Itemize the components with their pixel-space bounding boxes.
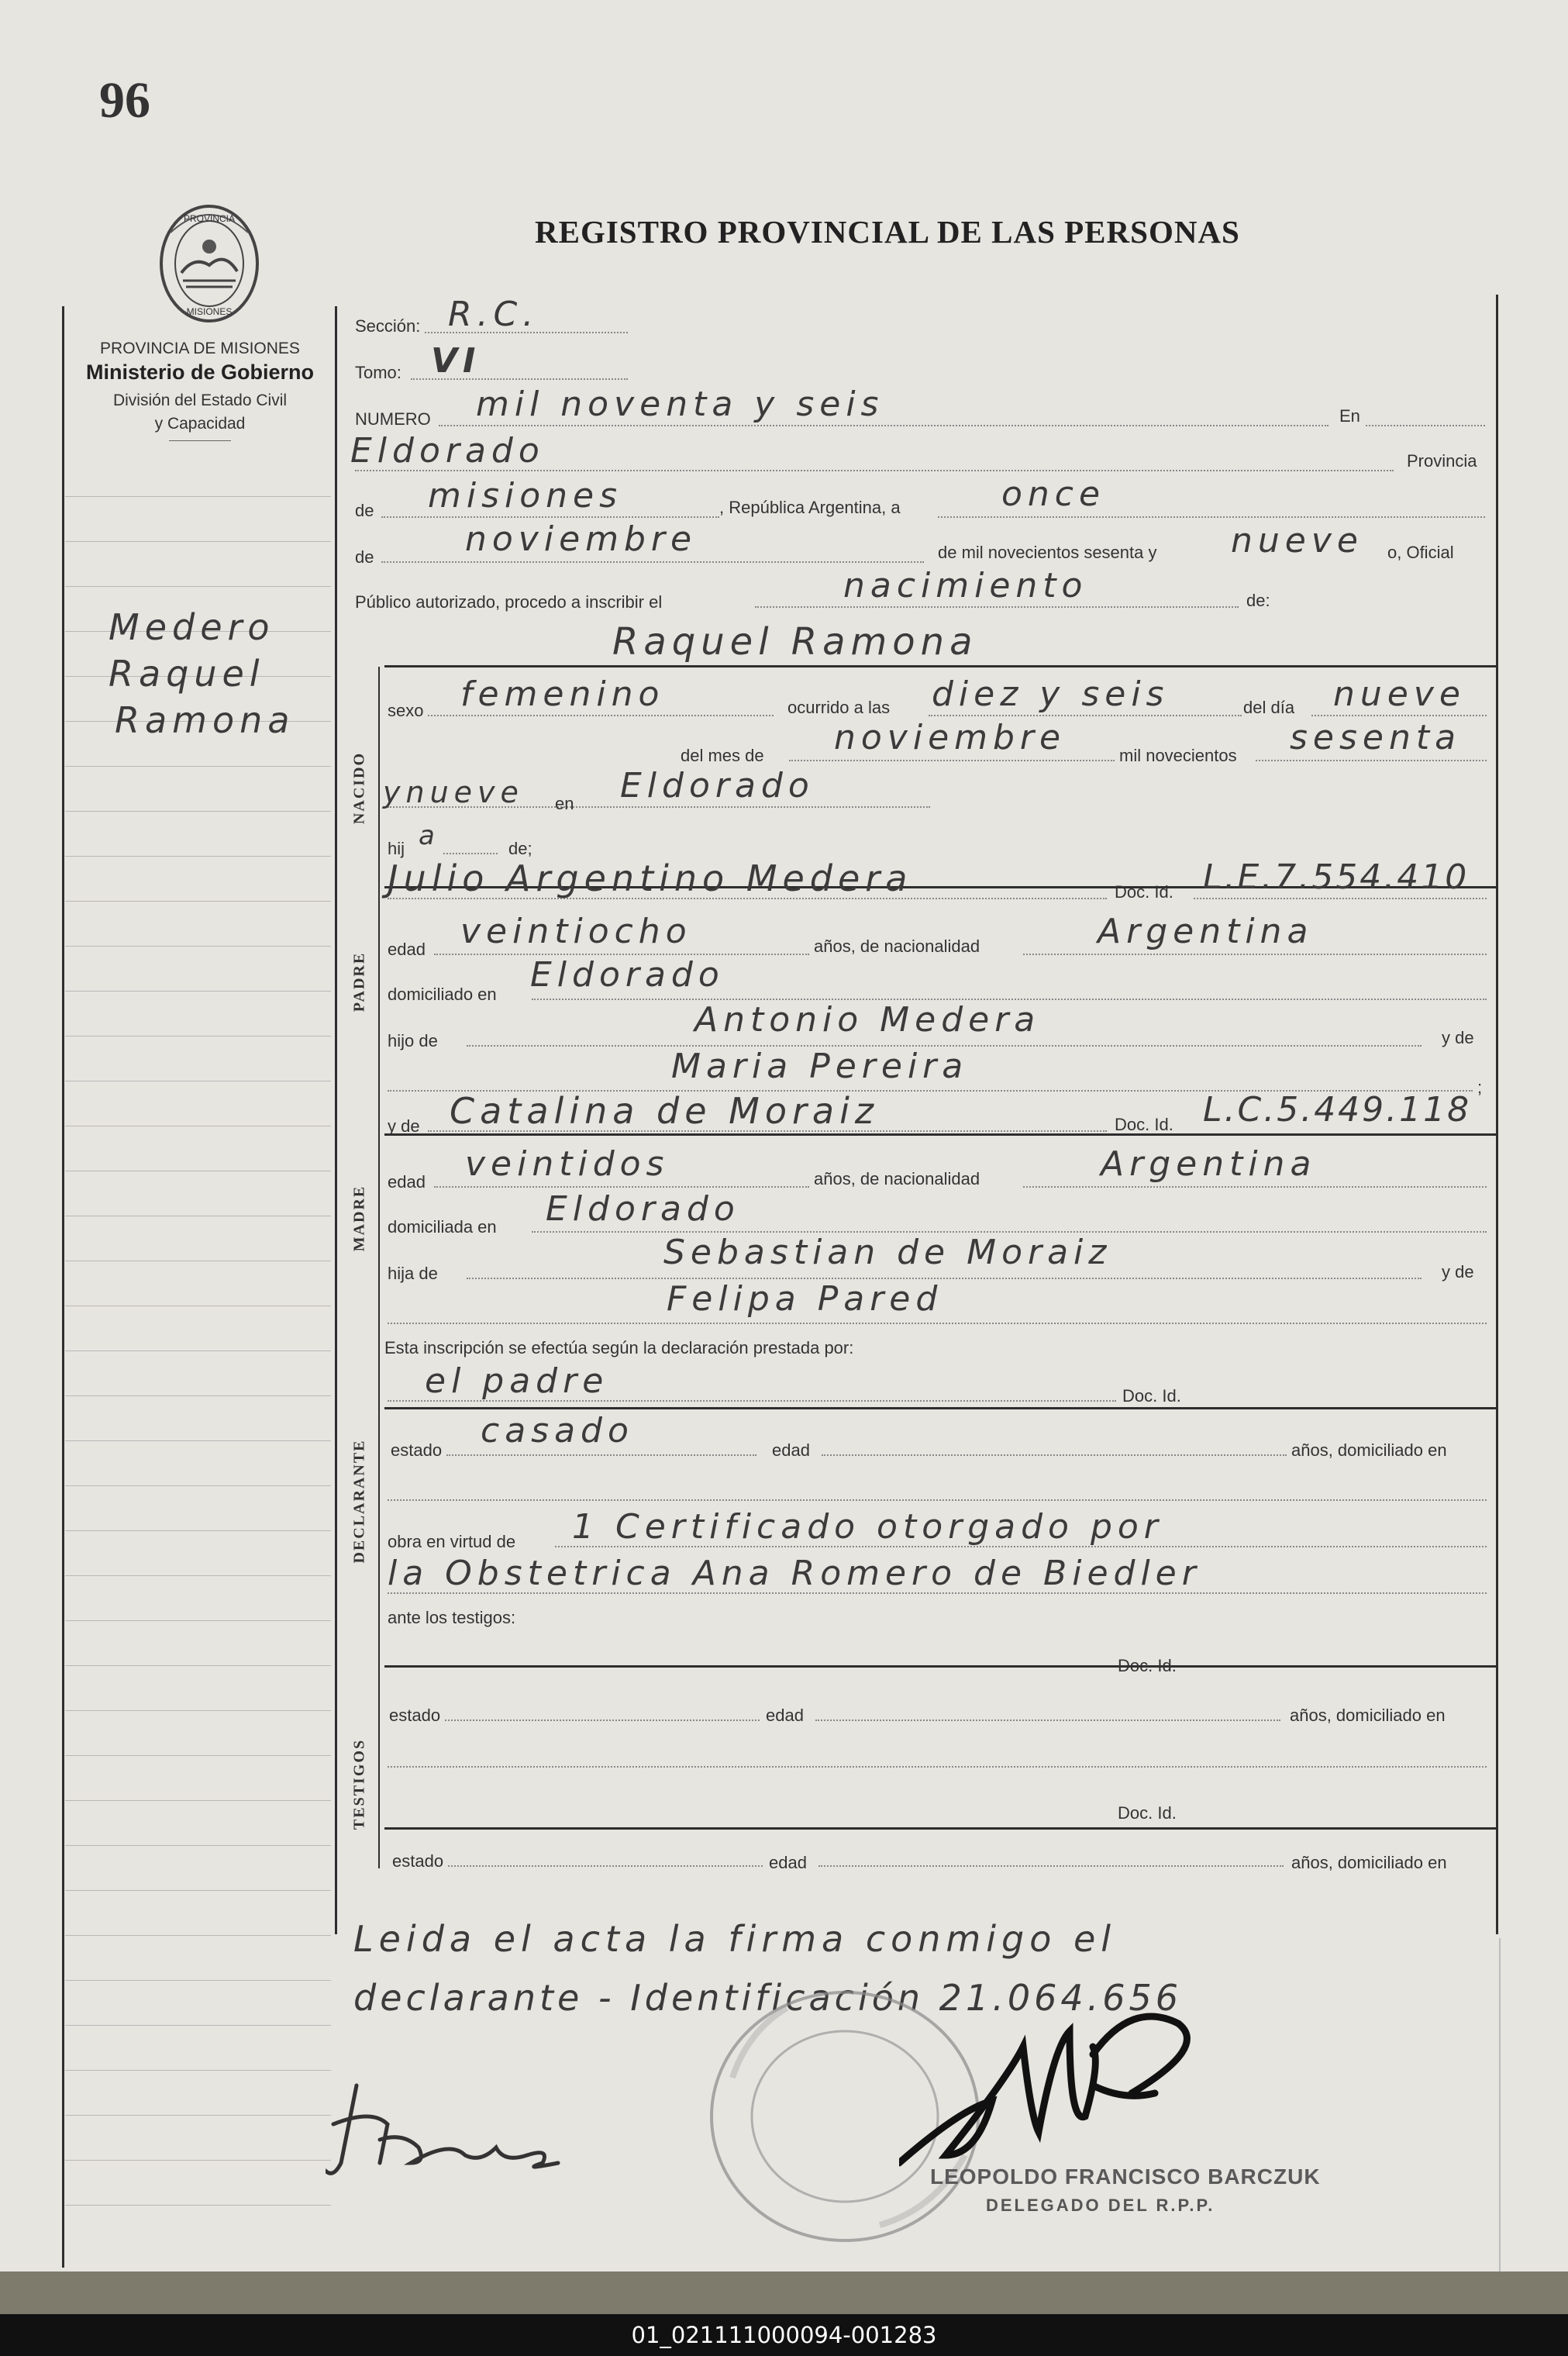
margin-rule-line <box>65 2070 331 2071</box>
margin-rule-line <box>65 1530 331 1531</box>
value-padre-dom: Eldorado <box>530 955 725 995</box>
margin-rule-line <box>65 2025 331 2026</box>
book-binding-band <box>0 2271 1568 2314</box>
label-domiciliado-padre: domiciliado en <box>388 985 497 1004</box>
label-publico: Público autorizado, procedo a inscribir el <box>355 592 663 612</box>
margin-rule-line <box>65 901 331 902</box>
value-obra-1: 1 Certificado otorgado por <box>572 1507 1163 1547</box>
label-obra: obra en virtud de <box>388 1532 516 1551</box>
label-provincia: Provincia <box>1407 451 1477 471</box>
section-label-madre: MADRE <box>350 1185 368 1252</box>
margin-rule-line <box>65 2160 331 2161</box>
label-anos-domiciliado-decl: años, domiciliado en <box>1291 1440 1447 1460</box>
value-dia-nac: nueve <box>1333 674 1466 714</box>
label-doc-id-madre: Doc. Id. <box>1115 1115 1173 1134</box>
margin-rule-line <box>65 586 331 587</box>
stamp-title: DELEGADO DEL R.P.P. <box>986 2196 1215 2215</box>
margin-divider-line <box>335 306 337 1934</box>
margin-rule-line <box>65 1575 331 1576</box>
label-tomo: Tomo: <box>355 363 401 382</box>
value-mes: noviembre <box>465 519 698 559</box>
right-frame-line-lower <box>1499 1938 1501 2271</box>
label-en-lower: en <box>555 794 574 813</box>
label-republica: , República Argentina, a <box>719 498 901 517</box>
margin-rule-line <box>65 1485 331 1486</box>
margin-rule-line <box>65 1036 331 1037</box>
margin-rule-line <box>65 2205 331 2206</box>
label-anos-domiciliado-t2: años, domiciliado en <box>1291 1853 1447 1872</box>
label-sexo: sexo <box>388 701 424 720</box>
label-del-mes: del mes de <box>681 746 764 765</box>
margin-note-line3: Ramona <box>115 699 295 741</box>
label-de-2: de <box>355 547 374 567</box>
label-mil-novecientos: mil novecientos <box>1119 746 1237 765</box>
value-abuela-m: Felipa Pared <box>667 1279 943 1319</box>
value-obra-2: la Obstetrica Ana Romero de Biedler <box>388 1554 1201 1593</box>
label-doc-id-decl: Doc. Id. <box>1122 1386 1181 1406</box>
value-madre-nac: Argentina <box>1101 1144 1317 1184</box>
section-label-nacido: NACIDO <box>350 751 368 825</box>
page-number: 96 <box>99 72 150 129</box>
issuer-division: División del Estado Civil <box>112 392 288 409</box>
value-dia: once <box>1001 474 1106 514</box>
sep-madre-top <box>384 1133 1497 1136</box>
label-semicolon: ; <box>1477 1078 1483 1097</box>
margin-rule-line <box>65 1440 331 1441</box>
value-madre-edad: veintidos <box>465 1144 670 1184</box>
page-title: REGISTRO PROVINCIAL DE LAS PERSONAS <box>535 214 1240 250</box>
label-hijo-de: hijo de <box>388 1031 438 1050</box>
right-frame-line <box>1496 295 1498 1934</box>
margin-rule-line <box>65 1665 331 1666</box>
value-padre-nac: Argentina <box>1098 912 1314 951</box>
value-madre-dom: Eldorado <box>546 1189 740 1229</box>
margin-rule-line <box>65 991 331 992</box>
label-seccion: Sección: <box>355 316 421 336</box>
value-anio-nac: sesenta <box>1290 718 1462 757</box>
label-doc-id-padre: Doc. Id. <box>1115 882 1173 902</box>
label-de-mil: de mil novecientos sesenta y <box>938 543 1157 562</box>
label-edad-t2: edad <box>769 1853 807 1872</box>
margin-rule-line <box>65 811 331 812</box>
value-lugar-nac: Eldorado <box>620 766 815 805</box>
margin-rule-line <box>65 766 331 767</box>
label-estado-decl: estado <box>391 1440 443 1460</box>
label-anos-nac-padre: años, de nacionalidad <box>814 937 980 956</box>
margin-rule-line <box>65 1710 331 1711</box>
issuer-province: PROVINCIA DE MISIONES <box>100 340 300 357</box>
margin-rule-line <box>65 1980 331 1981</box>
label-edad-t1: edad <box>766 1706 804 1725</box>
section-divider <box>378 888 380 1868</box>
value-madre-doc: L.C.5.449.118 <box>1203 1090 1472 1130</box>
value-hij-suffix: a <box>419 820 440 851</box>
label-ocurrido: ocurrido a las <box>787 698 891 717</box>
value-numero: mil noventa y seis <box>476 385 884 424</box>
image-caption: 01_021111000094-001283 <box>0 2314 1568 2356</box>
margin-rule-line <box>65 1395 331 1396</box>
margin-rule-line <box>65 1845 331 1846</box>
value-acto: nacimiento <box>843 566 1088 605</box>
label-edad-padre: edad <box>388 940 426 959</box>
label-edad-decl: edad <box>772 1440 810 1460</box>
value-hora: diez y seis <box>932 674 1170 714</box>
margin-rule-line <box>65 1935 331 1936</box>
issuer-ministry: Ministerio de Gobierno <box>85 360 315 384</box>
label-doc-id-t2: Doc. Id. <box>1118 1803 1177 1823</box>
value-abuela-p: Maria Pereira <box>671 1047 969 1086</box>
margin-rule-line <box>65 946 331 947</box>
value-anio-nac-2: ynueve <box>383 775 524 809</box>
value-abuelo-m: Sebastian de Moraiz <box>663 1233 1112 1272</box>
value-tomo: VI <box>431 341 481 381</box>
note-line2: declarante - Identificación 21.064.656 <box>353 1977 1183 2019</box>
official-signature-icon <box>899 2000 1225 2178</box>
label-del-dia: del día <box>1243 698 1295 717</box>
sep-declarante-top <box>384 1407 1497 1409</box>
margin-rule-line <box>65 1890 331 1891</box>
note-line1: Leida el acta la firma conmigo el <box>353 1918 1117 1960</box>
value-declarante: el padre <box>425 1361 609 1401</box>
left-frame-line <box>62 306 64 2268</box>
label-anos-domiciliado-t1: años, domiciliado en <box>1290 1706 1446 1725</box>
label-anos-nac-madre: años, de nacionalidad <box>814 1169 980 1188</box>
margin-rule-line <box>65 496 331 497</box>
issuer-block <box>65 340 335 441</box>
margin-rule-line <box>65 1350 331 1351</box>
value-anio: nueve <box>1231 521 1363 561</box>
section-label-padre: PADRE <box>350 951 368 1012</box>
margin-note-line2: Raquel <box>109 653 265 695</box>
sep-testigos-top <box>384 1665 1497 1668</box>
label-edad-madre: edad <box>388 1172 426 1192</box>
issuer-capacity: y Capacidad <box>154 415 246 433</box>
margin-rule-line <box>65 1800 331 1801</box>
value-estado-decl: casado <box>481 1411 634 1451</box>
margin-rule-line <box>65 2115 331 2116</box>
label-estado-t1: estado <box>389 1706 441 1725</box>
label-estado-t2: estado <box>392 1851 444 1871</box>
value-nombre: Raquel Ramona <box>612 620 978 664</box>
margin-rule-line <box>65 856 331 857</box>
sep-testigo2 <box>384 1827 1497 1830</box>
label-de-colon: de: <box>1246 591 1270 610</box>
value-madre: Catalina de Moraiz <box>450 1090 880 1132</box>
sep-nacido-top <box>384 665 1497 667</box>
label-ante: ante los testigos: <box>388 1608 516 1627</box>
label-domiciliada-madre: domiciliada en <box>388 1217 497 1237</box>
label-oficial: o, Oficial <box>1387 543 1454 562</box>
declarant-signature-icon <box>326 2078 589 2186</box>
value-provincia: misiones <box>428 476 623 516</box>
label-y-de-1: y de <box>1442 1028 1474 1047</box>
section-label-testigos: TESTIGOS <box>350 1738 368 1830</box>
label-hija-de: hija de <box>388 1264 438 1283</box>
value-lugar: Eldorado <box>350 431 545 471</box>
section-label-declarante: DECLARANTE <box>350 1439 368 1564</box>
value-seccion: R.C. <box>448 295 539 334</box>
label-y-de-madre: y de <box>388 1116 420 1136</box>
margin-note-line1: Medero <box>109 606 275 648</box>
label-inscripcion: Esta inscripción se efectúa según la declaración prestada por: <box>384 1338 854 1357</box>
provincial-seal-icon <box>147 202 271 333</box>
value-mes-nac: noviembre <box>834 718 1067 757</box>
svg-text:MISIONES: MISIONES <box>186 306 233 317</box>
svg-text:PROVINCIA: PROVINCIA <box>183 213 236 224</box>
value-padre: Julio Argentino Medera <box>388 857 913 899</box>
label-de-1: de <box>355 501 374 520</box>
value-padre-doc: L.E.7.554.410 <box>1203 857 1470 897</box>
margin-rule-line <box>65 1755 331 1756</box>
value-sexo: femenino <box>460 674 665 714</box>
value-padre-edad: veintiocho <box>460 912 692 951</box>
label-numero: NUMERO <box>355 409 431 429</box>
value-abuelo-p: Antonio Medera <box>694 1000 1041 1040</box>
label-en: En <box>1339 406 1360 426</box>
stamp-name: LEOPOLDO FRANCISCO BARCZUK <box>930 2165 1321 2189</box>
label-doc-id-t1: Doc. Id. <box>1118 1656 1177 1675</box>
margin-rule-line <box>65 1620 331 1621</box>
margin-rule-line <box>65 541 331 542</box>
label-de-semicolon: de; <box>508 839 532 858</box>
label-y-de-2: y de <box>1442 1262 1474 1281</box>
label-hij: hij <box>388 839 405 858</box>
